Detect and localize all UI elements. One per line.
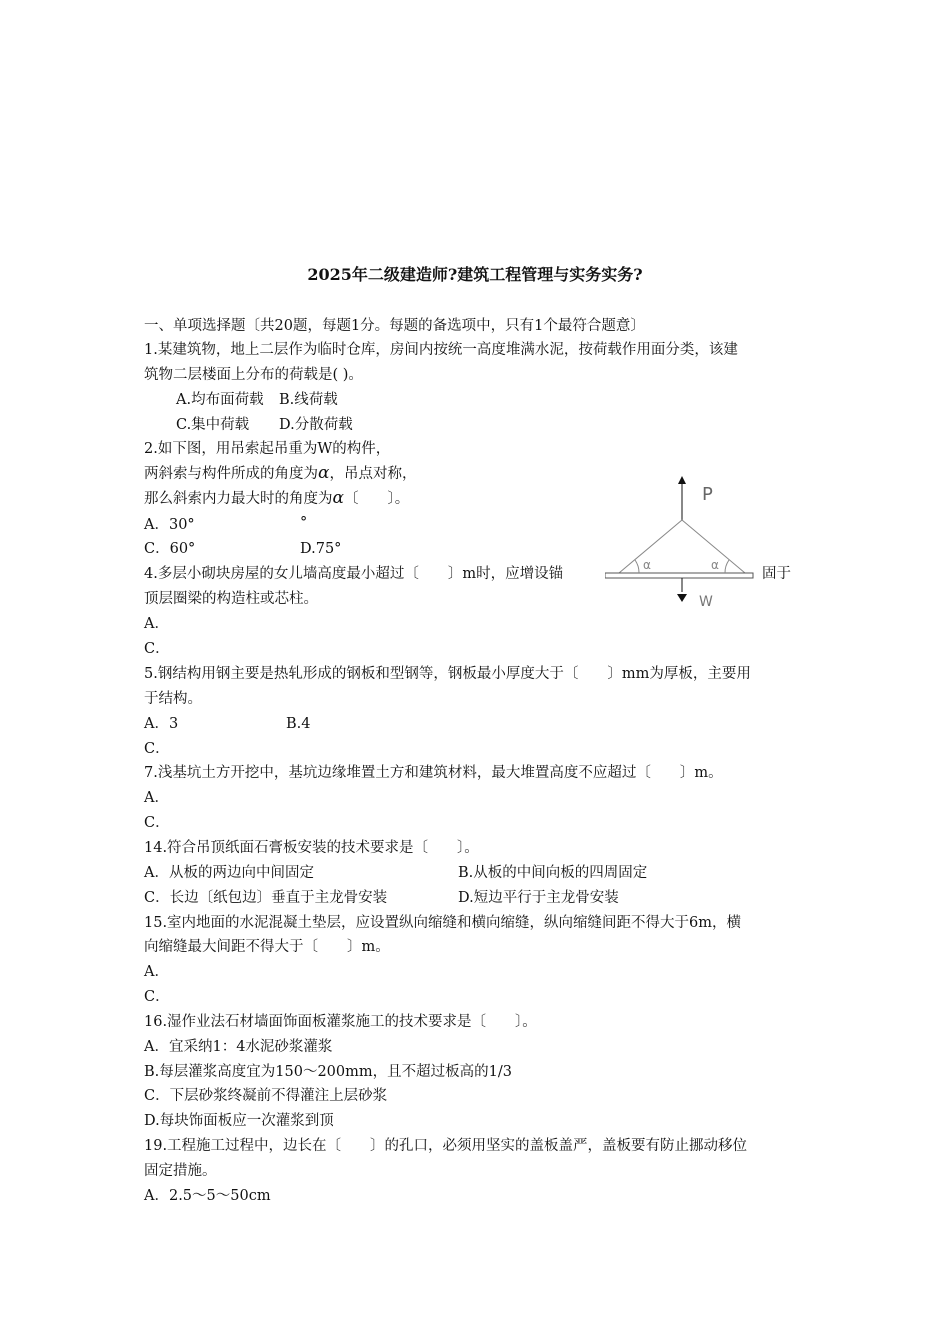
question-2-text-line2 <box>144 463 416 484</box>
question-15-text: 15.室内地面的水泥混凝土垫层，应设置纵向缩缝和横向缩缝，纵向缩缝间距不得大于6m，横 <box>144 915 742 931</box>
question-5-text: 5.钢结构用钢主要是热轧形成的钢板和型钢等，钢板最小厚度大于〔 〕mm为厚板，主要用 <box>144 666 751 682</box>
question-4-option-c: C． <box>144 641 170 657</box>
question-16-option-a: A．宜采纳1：4水泥砂浆灌浆 <box>144 1039 333 1055</box>
question-4-text-cont: 顶层圈梁的构造柱或芯柱。 <box>144 591 318 607</box>
alpha-left-label: α <box>643 558 651 572</box>
question-2-option-b: ° <box>300 515 308 531</box>
question-15-option-a: A． <box>144 964 169 980</box>
alpha-symbol: α <box>332 488 344 508</box>
question-19-option-a: A．2.5～5～50cm <box>144 1188 271 1204</box>
page-title: 2025年二级建造师?建筑工程管理与实务实务? <box>307 265 643 284</box>
question-14-option-b: B.从板的中间向板的四周固定 <box>458 865 648 881</box>
alpha-right-label: α <box>711 558 719 572</box>
question-2-text-part: 两斜索与构件所成的角度为 <box>144 466 318 482</box>
question-2-text-part: 那么斜索内力最大时的角度为 <box>144 491 333 507</box>
question-14-text: 14.符合吊顶纸面石膏板安装的技术要求是〔 〕。 <box>144 840 479 856</box>
question-2-text-part: 〔 〕。 <box>343 491 410 507</box>
alpha-symbol: α <box>318 463 330 483</box>
beam-member <box>605 573 753 578</box>
question-1-option-a: A.均布面荷载 <box>176 392 264 408</box>
question-14-option-c: C．长边〔纸包边〕垂直于主龙骨安装 <box>144 890 388 906</box>
question-14-option-d: D.短边平行于主龙骨安装 <box>458 890 619 906</box>
p-label: P <box>702 484 713 505</box>
question-7-text: 7.浅基坑土方开挖中，基坑边缘堆置土方和建筑材料，最大堆置高度不应超过〔 〕m。 <box>144 765 723 781</box>
question-1-text: 1.某建筑物，地上二层作为临时仓库，房间内按统一高度堆满水泥，按荷载作用面分类，该建 <box>144 342 738 358</box>
lifting-diagram <box>605 470 765 610</box>
question-4-option-a: A． <box>144 616 169 632</box>
question-15-text-cont: 向缩缝最大间距不得大于〔 〕m。 <box>144 939 390 955</box>
question-5-option-b: B.4 <box>286 716 311 732</box>
w-label: W <box>699 594 713 610</box>
question-15-option-c: C． <box>144 989 170 1005</box>
question-16-option-b: B.每层灌浆高度宜为150～200mm，且不超过板高的1/3 <box>144 1064 512 1080</box>
question-19-text-cont: 固定措施。 <box>144 1163 217 1179</box>
question-1-text-cont: 筑物二层楼面上分布的荷载是( )。 <box>144 367 363 383</box>
question-1-option-b: B.线荷载 <box>279 392 338 408</box>
question-16-text: 16.湿作业法石材墙面饰面板灌浆施工的技术要求是〔 〕。 <box>144 1014 537 1030</box>
question-2-text-line3 <box>144 488 409 509</box>
question-2-option-d: D.75° <box>300 541 342 557</box>
question-2-option-a: A．30° <box>144 517 195 533</box>
question-4-text: 4.多层小砌块房屋的女儿墙高度最小超过〔 〕m时，应增设锚 <box>144 566 564 582</box>
question-5-text-cont: 于结构。 <box>144 691 202 707</box>
question-7-option-c: C． <box>144 815 170 831</box>
question-1-option-c: C.集中荷载 <box>176 417 250 433</box>
question-5-option-c: C． <box>144 741 170 757</box>
question-4-text-tail: 固于 <box>762 566 791 582</box>
question-5-option-a: A．3 <box>144 716 179 732</box>
question-2-option-c: C．60° <box>144 541 196 557</box>
question-14-option-a: A．从板的两边向中间固定 <box>144 865 314 881</box>
question-2-text-part: ，吊点对称， <box>329 466 417 482</box>
question-16-option-c: C．下层砂浆终凝前不得灌注上层砂浆 <box>144 1088 388 1104</box>
section-heading: 一、单项选择题〔共20题，每题1分。每题的备选项中，只有1个最符合题意〕 <box>144 318 645 334</box>
question-7-option-a: A． <box>144 790 169 806</box>
question-19-text: 19.工程施工过程中，边长在〔 〕的孔口，必须用坚实的盖板盖严，盖板要有防止挪动移位 <box>144 1138 748 1154</box>
question-1-option-d: D.分散荷载 <box>279 417 353 433</box>
question-2-text: 2.如下图，用吊索起吊重为W的构件， <box>144 441 391 457</box>
question-16-option-d: D.每块饰面板应一次灌浆到顶 <box>144 1113 334 1129</box>
